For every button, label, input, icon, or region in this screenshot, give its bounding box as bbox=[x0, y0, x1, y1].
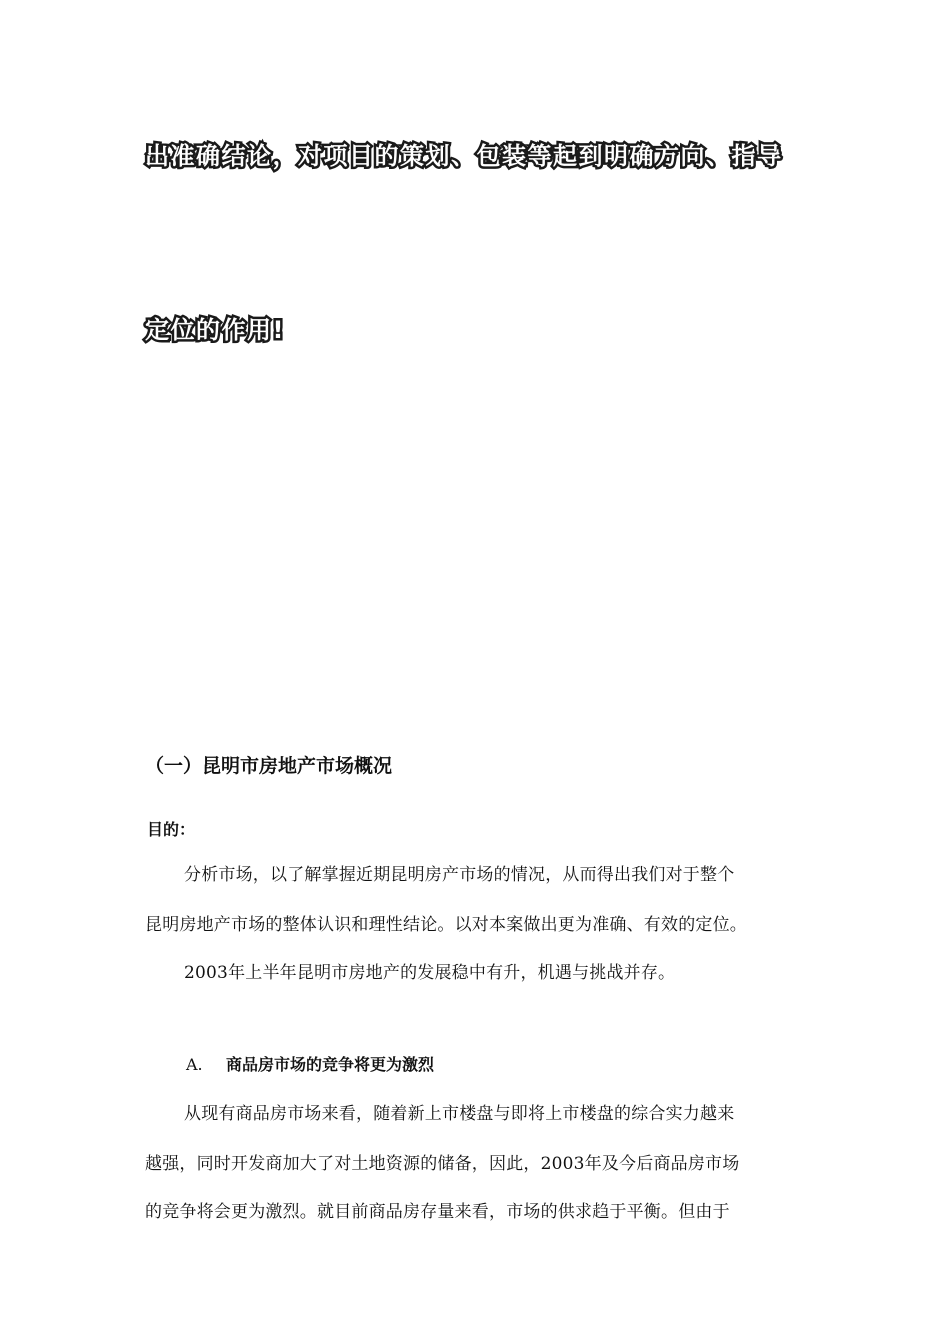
subsection-a-paragraph-line-2: 越强，同时开发商加大了对土地资源的储备，因此，2003年及今后商品房市场 bbox=[145, 1154, 740, 1174]
subsection-a-paragraph-line-1: 从现有商品房市场来看，随着新上市楼盘与即将上市楼盘的综合实力越来 bbox=[184, 1104, 735, 1124]
summary-line: 2003年上半年昆明市房地产的发展稳中有升，机遇与挑战并存。 bbox=[184, 963, 676, 983]
purpose-label: 目的： bbox=[147, 820, 196, 839]
intro-heading-line-1: 出准确结论，对项目的策划、包装等起到明确方向、指导 bbox=[145, 142, 783, 170]
purpose-paragraph-line-2: 昆明房地产市场的整体认识和理性结论。以对本案做出更为准确、有效的定位。 bbox=[145, 915, 747, 935]
section-title: （一）昆明市房地产市场概况 bbox=[145, 755, 393, 777]
subsection-a-heading bbox=[186, 1052, 434, 1075]
subsection-a-title: 商品房市场的竞争将更为激烈 bbox=[226, 1055, 435, 1074]
purpose-paragraph-line-1: 分析市场，以了解掌握近期昆明房产市场的情况，从而得出我们对于整个 bbox=[184, 865, 735, 885]
intro-heading-line-2: 定位的作用! bbox=[145, 316, 285, 344]
subsection-a-marker: A. bbox=[186, 1055, 203, 1074]
subsection-a-paragraph-line-3: 的竞争将会更为激烈。就目前商品房存量来看，市场的供求趋于平衡。但由于 bbox=[145, 1202, 730, 1222]
